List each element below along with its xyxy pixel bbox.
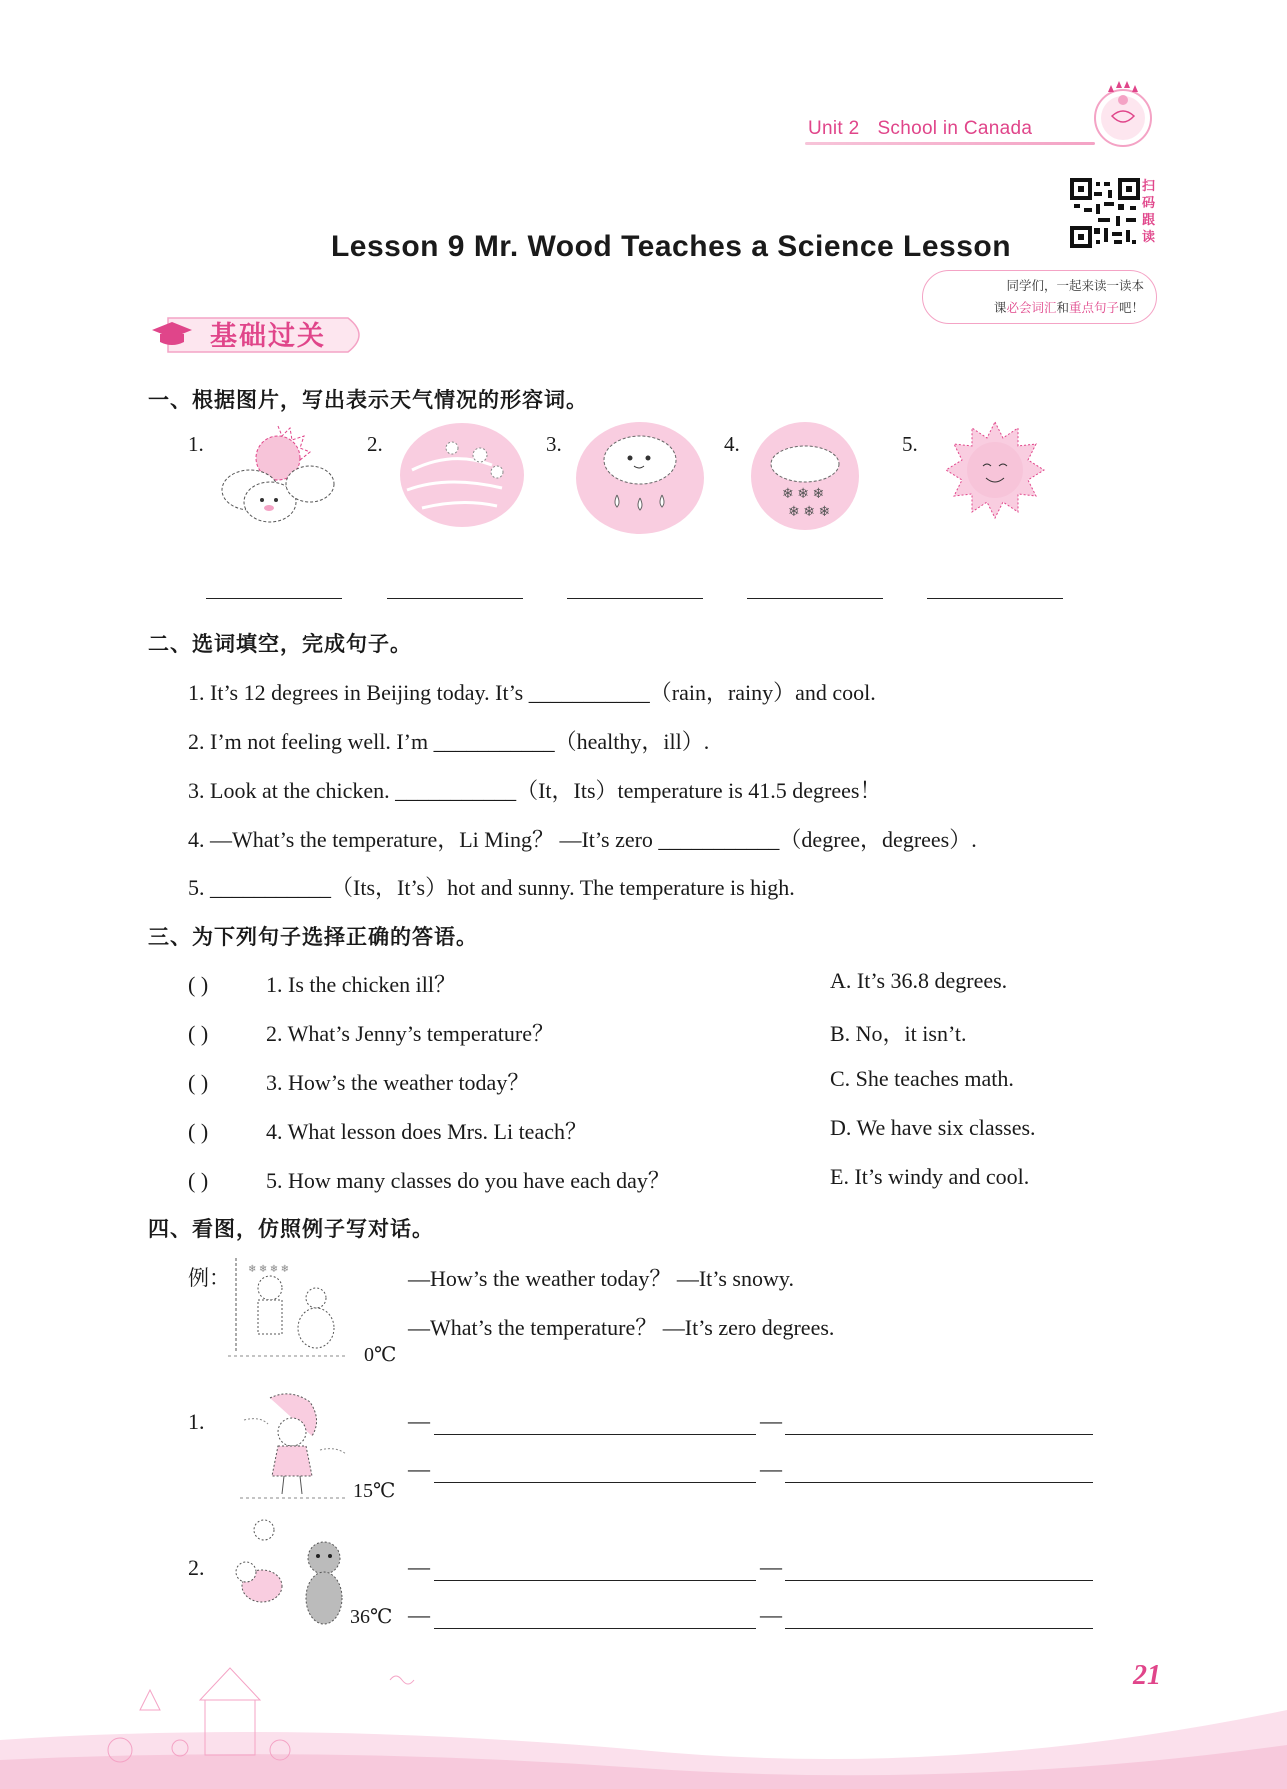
page-number: 21 xyxy=(1133,1660,1161,1691)
answer-line-5[interactable] xyxy=(927,598,1063,599)
row2-temperature: 36℃ xyxy=(350,1606,393,1628)
part3-heading: 三、为下列句子选择正确的答语。 xyxy=(148,925,478,949)
hot-animals-icon xyxy=(224,1516,358,1632)
windy-girl-icon xyxy=(240,1390,350,1506)
example-line-1: —How’s the weather today？ —It’s snowy. xyxy=(408,1266,794,1291)
part2-heading: 二、选词填空，完成句子。 xyxy=(148,632,412,656)
answer-line-4[interactable] xyxy=(747,598,883,599)
row1-answer-line-2a[interactable] xyxy=(434,1482,756,1483)
row1-temperature: 15℃ xyxy=(353,1480,396,1502)
footer-decoration xyxy=(0,1650,1287,1789)
match-question-3: ( ) 3. How’s the weather today？ xyxy=(188,1070,530,1095)
wind-icon xyxy=(392,420,527,535)
match-answer-a: A. It’s 36.8 degrees. xyxy=(830,968,1008,993)
unit-number: Unit 2 xyxy=(808,118,860,139)
pic-num-1: 1. xyxy=(188,432,204,456)
dash: — xyxy=(408,1456,430,1481)
answer-line-1[interactable] xyxy=(206,598,342,599)
row1-answer-line-1a[interactable] xyxy=(434,1434,756,1435)
pic-num-3: 3. xyxy=(546,432,562,456)
svg-text:❄ ❄ ❄ ❄: ❄ ❄ ❄ ❄ xyxy=(248,1264,290,1275)
dash: — xyxy=(760,1456,782,1481)
pic-num-4: 4. xyxy=(724,432,740,456)
row-num-1: 1. xyxy=(188,1409,205,1434)
dash: — xyxy=(408,1602,430,1627)
pic-num-2: 2. xyxy=(367,432,383,456)
fill-sentence-2: 2. I’m not feeling well. I’m ___________（healthy，ill）. xyxy=(188,729,710,754)
tip-bubble xyxy=(922,270,1157,324)
svg-text:❄ ❄ ❄: ❄ ❄ ❄ xyxy=(782,487,825,502)
answer-line-3[interactable] xyxy=(567,598,703,599)
crown-badge-icon xyxy=(1088,80,1158,150)
match-question-4: ( ) 4. What lesson does Mrs. Li teach？ xyxy=(188,1119,587,1144)
qr-label: 扫码跟读 xyxy=(1142,179,1156,245)
fill-sentence-5: 5. ___________（Its，It’s）hot and sunny. The temperature is high. xyxy=(188,875,795,900)
match-answer-b: B. No，it isn’t. xyxy=(830,1021,967,1046)
dash: — xyxy=(760,1602,782,1627)
dash: — xyxy=(760,1554,782,1579)
dash: — xyxy=(760,1408,782,1433)
part1-heading: 一、根据图片，写出表示天气情况的形容词。 xyxy=(148,388,588,412)
match-answer-c: C. She teaches math. xyxy=(830,1066,1014,1091)
example-temperature: 0℃ xyxy=(364,1344,397,1366)
snow-cloud-icon xyxy=(750,420,885,535)
rain-cloud-icon xyxy=(572,420,707,535)
tip-line-2: 课必会词汇和重点句子吧！ xyxy=(993,300,1144,315)
unit-title: School in Canada xyxy=(877,118,1033,139)
dash: — xyxy=(408,1554,430,1579)
row-num-2: 2. xyxy=(188,1555,205,1580)
sun-cloud-icon xyxy=(210,420,345,535)
fill-sentence-3: 3. Look at the chicken. ___________（It，Its）temperature is 41.5 degrees！ xyxy=(188,778,882,803)
lesson-title: Lesson 9 Mr. Wood Teaches a Science Lesson xyxy=(330,230,1012,263)
match-question-2: ( ) 2. What’s Jenny’s temperature？ xyxy=(188,1021,554,1046)
row1-answer-line-1b[interactable] xyxy=(785,1434,1093,1435)
match-question-5: ( ) 5. How many classes do you have each day？ xyxy=(188,1168,670,1193)
header-divider xyxy=(805,142,1095,145)
section-tag-label: 基础过关 xyxy=(210,321,326,352)
pic-num-5: 5. xyxy=(902,432,918,456)
svg-text:❄ ❄ ❄: ❄ ❄ ❄ xyxy=(788,505,831,520)
row2-answer-line-2b[interactable] xyxy=(785,1628,1093,1629)
row1-answer-line-2b[interactable] xyxy=(785,1482,1093,1483)
row2-answer-line-1b[interactable] xyxy=(785,1580,1093,1581)
example-label: 例： xyxy=(188,1266,230,1290)
sun-icon xyxy=(938,420,1073,535)
example-line-2: —What’s the temperature？ —It’s zero degrees. xyxy=(408,1315,835,1340)
match-answer-d: D. We have six classes. xyxy=(830,1115,1036,1140)
row2-answer-line-1a[interactable] xyxy=(434,1580,756,1581)
match-answer-e: E. It’s windy and cool. xyxy=(830,1164,1030,1189)
unit-header xyxy=(808,118,1050,140)
tip-line-1: 同学们，一起来读一读本 xyxy=(1006,278,1144,293)
row2-answer-line-2a[interactable] xyxy=(434,1628,756,1629)
part4-heading: 四、看图，仿照例子写对话。 xyxy=(148,1217,434,1241)
dash: — xyxy=(408,1408,430,1433)
answer-line-2[interactable] xyxy=(387,598,523,599)
fill-sentence-4: 4. —What’s the temperature，Li Ming？ —It’s zero ___________（degree，degrees）. xyxy=(188,827,977,852)
snowy-scene-icon xyxy=(228,1252,353,1364)
match-question-1: ( ) 1. Is the chicken ill？ xyxy=(188,972,457,997)
fill-sentence-1: 1. It’s 12 degrees in Beijing today. It’s ___________（rain，rainy）and cool. xyxy=(188,680,876,705)
